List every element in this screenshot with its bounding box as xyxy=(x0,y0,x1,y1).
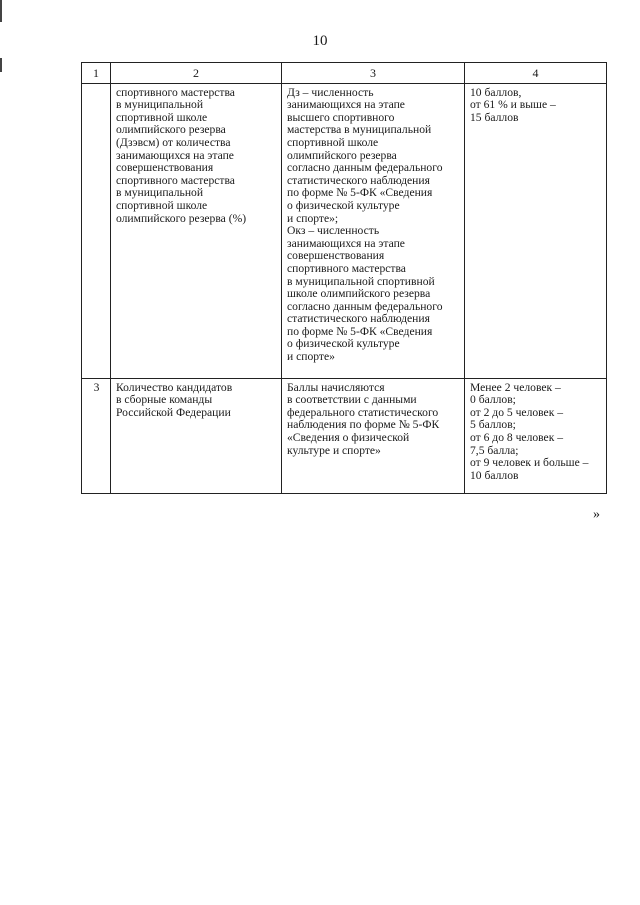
scan-edge-mark xyxy=(0,0,2,22)
text-line: согласно данным федерального xyxy=(287,299,443,313)
text-line: спортивного мастерства xyxy=(287,261,406,275)
text-line: от 2 до 5 человек – xyxy=(470,405,564,419)
text-line: в муниципальной спортивной xyxy=(287,274,435,288)
column-header: 2 xyxy=(111,63,282,84)
text-line: Баллы начисляются xyxy=(287,380,385,394)
text-line: мастерства в муниципальной xyxy=(287,123,432,137)
criteria-table xyxy=(81,62,607,494)
text-line: в соответствии с данными xyxy=(287,393,417,407)
text-line: Количество кандидатов xyxy=(116,380,233,394)
text-line: спортивного мастерства xyxy=(116,173,235,187)
text-line: Менее 2 человек – xyxy=(470,380,561,394)
text-line: по форме № 5-ФК «Сведения xyxy=(287,324,433,338)
text-line: 0 баллов; xyxy=(470,393,516,407)
text-line: о физической культуре xyxy=(287,337,400,351)
text-line: в муниципальной xyxy=(116,98,204,112)
text-line: занимающихся на этапе xyxy=(287,98,405,112)
row-number xyxy=(82,83,111,378)
text-line: 10 баллов, xyxy=(470,85,522,99)
text-line: Российской Федерации xyxy=(116,405,231,419)
column-header: 3 xyxy=(282,63,465,84)
text-line: статистического наблюдения xyxy=(287,173,430,187)
text-line: от 9 человек и больше – xyxy=(470,456,589,470)
text-line: о физической культуре xyxy=(287,198,400,212)
text-line: занимающихся на этапе xyxy=(287,236,405,250)
text-line: Окз – численность xyxy=(287,224,380,238)
points-cell xyxy=(465,83,607,378)
text-line: олимпийского резерва (%) xyxy=(116,211,247,225)
text-line: статистического наблюдения xyxy=(287,312,430,326)
text-line: в муниципальной xyxy=(116,186,204,200)
page-number: 10 xyxy=(312,33,328,49)
table-header-row xyxy=(82,63,607,84)
column-header: 1 xyxy=(82,63,111,84)
text-line: Дз – численность xyxy=(287,85,374,99)
text-line: занимающихся на этапе xyxy=(116,148,234,162)
text-line: олимпийского резерва xyxy=(287,148,397,162)
text-line: «Сведения о физической xyxy=(287,430,410,444)
text-line: согласно данным федерального xyxy=(287,161,443,175)
text-line: школе олимпийского резерва xyxy=(287,287,431,301)
text-line: наблюдения по форме № 5-ФК xyxy=(287,418,440,432)
method-cell xyxy=(282,83,465,378)
text-line: культуре и спорте» xyxy=(287,443,381,457)
closing-quote: » xyxy=(593,507,600,522)
text-line: спортивного мастерства xyxy=(116,85,235,99)
text-line: 15 баллов xyxy=(470,110,519,124)
text-line: от 61 % и выше – xyxy=(470,98,556,112)
text-line: в сборные команды xyxy=(116,393,213,407)
text-line: высшего спортивного xyxy=(287,110,395,124)
text-line: от 6 до 8 человек – xyxy=(470,430,564,444)
text-line: и спорте»; xyxy=(287,211,339,225)
row-number: 3 xyxy=(82,378,111,493)
table-row xyxy=(82,83,607,378)
text-line: 7,5 балла; xyxy=(470,443,519,457)
text-line: спортивной школе xyxy=(116,110,208,124)
method-cell xyxy=(282,378,465,493)
text-line: 10 баллов xyxy=(470,468,519,482)
text-line: олимпийского резерва xyxy=(116,123,226,137)
points-cell xyxy=(465,378,607,493)
text-line: совершенствования xyxy=(287,249,385,263)
column-header: 4 xyxy=(465,63,607,84)
text-line: совершенствования xyxy=(116,161,214,175)
indicator-cell xyxy=(111,83,282,378)
table-row xyxy=(82,378,607,493)
text-line: по форме № 5-ФК «Сведения xyxy=(287,186,433,200)
text-line: федерального статистического xyxy=(287,405,439,419)
text-line: (Дзэвсм) от количества xyxy=(116,135,231,149)
scan-edge-mark xyxy=(0,58,2,72)
indicator-cell xyxy=(111,378,282,493)
text-line: и спорте» xyxy=(287,350,335,364)
text-line: спортивной школе xyxy=(287,135,379,149)
text-line: спортивной школе xyxy=(116,198,208,212)
text-line: 5 баллов; xyxy=(470,418,516,432)
